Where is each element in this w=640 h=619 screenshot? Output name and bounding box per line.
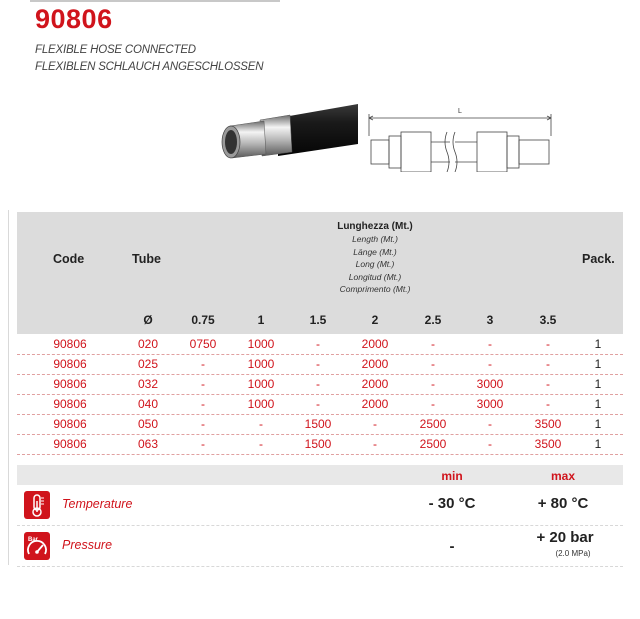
row-code: 90806 bbox=[53, 397, 87, 411]
row-length-value: - bbox=[431, 377, 435, 391]
table-row bbox=[17, 374, 623, 395]
row-length-value: - bbox=[488, 417, 492, 431]
table-row bbox=[17, 434, 623, 455]
row-length-value: - bbox=[431, 397, 435, 411]
row-pack: 1 bbox=[594, 397, 602, 411]
row-length-value: - bbox=[488, 337, 492, 351]
length-translation: Length (Mt.) bbox=[352, 234, 398, 244]
spec-header-band bbox=[17, 465, 623, 485]
row-pack: 1 bbox=[594, 417, 602, 431]
length-translation: Länge (Mt.) bbox=[353, 246, 397, 257]
row-length-value: 2000 bbox=[361, 377, 389, 391]
subheader-length: 0.75 bbox=[191, 313, 215, 327]
row-tube-diameter: 063 bbox=[137, 437, 159, 451]
row-length-value: - bbox=[201, 417, 205, 431]
row-length-value: - bbox=[546, 337, 550, 351]
row-length-value: 3000 bbox=[476, 377, 504, 391]
pressure-icon-text: Bar bbox=[28, 537, 39, 543]
pressure-label: Pressure bbox=[62, 538, 113, 552]
row-length-value: - bbox=[431, 337, 435, 351]
tube-column-header: Tube bbox=[132, 252, 161, 266]
hose-photo bbox=[208, 100, 358, 170]
row-pack: 1 bbox=[594, 437, 602, 451]
row-length-value: - bbox=[316, 397, 320, 411]
row-code: 90806 bbox=[53, 377, 87, 391]
row-length-value: 1000 bbox=[247, 337, 275, 351]
row-length-value: 3500 bbox=[534, 417, 562, 431]
pressure-max-note: (2.0 MPa) bbox=[555, 549, 591, 558]
table-row bbox=[17, 394, 623, 415]
table-row bbox=[17, 414, 623, 435]
dimension-label: L bbox=[458, 108, 462, 115]
row-length-value: 0750 bbox=[189, 337, 217, 351]
row-length-value: 1000 bbox=[247, 357, 275, 371]
length-title: Lunghezza (Mt.) bbox=[337, 221, 413, 232]
subheader-length: 3.5 bbox=[539, 313, 557, 327]
row-length-value: - bbox=[546, 397, 550, 411]
code-column-header: Code bbox=[53, 252, 85, 266]
row-length-value: - bbox=[488, 357, 492, 371]
row-length-value: - bbox=[316, 337, 320, 351]
row-length-value: - bbox=[201, 397, 205, 411]
row-length-value: 1500 bbox=[304, 417, 332, 431]
row-length-value: 2000 bbox=[361, 337, 389, 351]
pressure-min: - bbox=[449, 538, 455, 555]
row-tube-diameter: 020 bbox=[137, 337, 159, 351]
row-length-value: - bbox=[373, 437, 377, 451]
row-code: 90806 bbox=[53, 437, 87, 451]
table-row bbox=[17, 334, 623, 355]
row-code: 90806 bbox=[53, 337, 87, 351]
row-length-value: - bbox=[316, 377, 320, 391]
length-translation: Longitud (Mt.) bbox=[348, 271, 402, 282]
row-length-value: 2500 bbox=[419, 417, 447, 431]
row-length-value: - bbox=[488, 437, 492, 451]
row-length-value: - bbox=[259, 437, 263, 451]
temperature-max: + 80 °C bbox=[537, 495, 589, 512]
length-translation: Comprimento (Mt.) bbox=[339, 284, 411, 294]
row-length-value: 1000 bbox=[247, 377, 275, 391]
row-code: 90806 bbox=[53, 357, 87, 371]
pack-column-header: Pack. bbox=[582, 252, 615, 266]
row-length-value: - bbox=[316, 357, 320, 371]
row-pack: 1 bbox=[594, 377, 602, 391]
spec-min-header: min bbox=[441, 469, 463, 483]
row-pack: 1 bbox=[594, 357, 602, 371]
row-length-value: 2000 bbox=[361, 397, 389, 411]
product-code-title: 90806 bbox=[35, 4, 113, 34]
product-subtitle-en: FLEXIBLE HOSE CONNECTED bbox=[35, 44, 196, 56]
row-length-value: 2000 bbox=[361, 357, 389, 371]
row-length-value: 3500 bbox=[534, 437, 562, 451]
subheader-length: 2.5 bbox=[424, 313, 442, 327]
temperature-min: - 30 °C bbox=[428, 495, 476, 512]
temperature-row bbox=[17, 485, 623, 526]
subheader-diameter: Ø bbox=[143, 313, 153, 327]
table-row bbox=[17, 354, 623, 375]
top-rule bbox=[30, 0, 280, 2]
subheader-length: 3 bbox=[486, 313, 494, 327]
row-length-value: - bbox=[201, 357, 205, 371]
row-code: 90806 bbox=[53, 417, 87, 431]
left-rule bbox=[8, 210, 9, 565]
pressure-gauge-icon bbox=[24, 532, 50, 560]
temperature-label: Temperature bbox=[62, 497, 133, 511]
subheader-length: 1 bbox=[257, 313, 265, 327]
thermometer-icon bbox=[24, 491, 50, 519]
row-length-value: - bbox=[373, 417, 377, 431]
length-header-block bbox=[300, 220, 450, 296]
subheader-length: 1.5 bbox=[309, 313, 327, 327]
row-length-value: - bbox=[201, 437, 205, 451]
row-length-value: 1500 bbox=[304, 437, 332, 451]
product-subtitle-de: FLEXIBLEN SCHLAUCH ANGESCHLOSSEN bbox=[35, 61, 264, 73]
pressure-row bbox=[17, 526, 623, 567]
row-length-value: 3000 bbox=[476, 397, 504, 411]
row-length-value: - bbox=[546, 377, 550, 391]
length-translation: Long (Mt.) bbox=[355, 259, 395, 269]
spec-max-header: max bbox=[550, 469, 576, 483]
row-length-value: - bbox=[431, 357, 435, 371]
row-tube-diameter: 040 bbox=[137, 397, 159, 411]
row-tube-diameter: 050 bbox=[137, 417, 159, 431]
subheader-length: 2 bbox=[371, 313, 379, 327]
row-length-value: - bbox=[259, 417, 263, 431]
hose-technical-drawing bbox=[365, 102, 555, 172]
row-pack: 1 bbox=[594, 337, 602, 351]
row-length-value: - bbox=[546, 357, 550, 371]
row-length-value: 1000 bbox=[247, 397, 275, 411]
row-tube-diameter: 032 bbox=[137, 377, 159, 391]
row-length-value: - bbox=[201, 377, 205, 391]
row-length-value: 2500 bbox=[419, 437, 447, 451]
row-tube-diameter: 025 bbox=[137, 357, 159, 371]
pressure-max: + 20 bar bbox=[536, 529, 594, 546]
